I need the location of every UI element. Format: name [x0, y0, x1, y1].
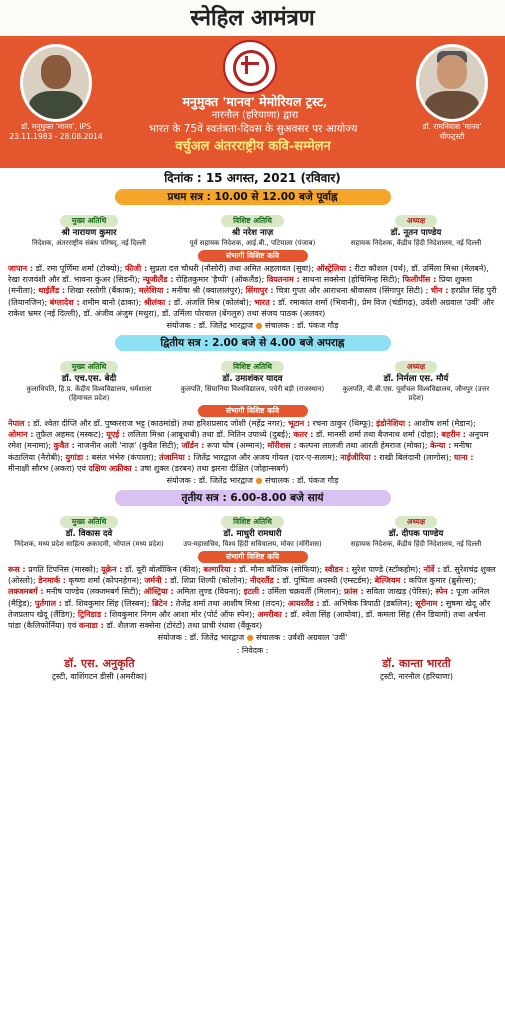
guest-desc: कुलपति, सिंघानिया विश्वविद्यालय, पचेरी बड़ी (राजस्थान) [180, 385, 325, 394]
guest-name: डॉ. निर्मला एस. मौर्य [383, 374, 449, 385]
country: नीदरलैंड : [250, 576, 280, 586]
country: जॉर्डन : [181, 441, 205, 451]
guest-name: श्री नरेश नाज़ [231, 228, 274, 238]
poet-names: उर्मिला चक्रवर्ती (मिलान); [265, 587, 345, 597]
country: दक्षिण अफ्रीका : [88, 463, 138, 473]
poet-names: डॉ. रमा पूर्णिमा शर्मा (टोक्यो); [33, 264, 125, 273]
role-label: अध्यक्ष [395, 516, 437, 528]
country: कतर : [293, 430, 314, 440]
anchor: संचालक : डॉ. पंकज गौड़ [265, 321, 339, 331]
guest-name: डॉ. उमाशंकर यादव [222, 374, 283, 385]
poet-names: तेजेंद्र शर्मा तथा आशीष मिश्रा (लंदन); [173, 598, 288, 608]
anchor: संचालक : डॉ. पंकज गौड़ [265, 476, 339, 486]
poet-names: डॉ. सुरेशचंद्र शुक्ल (ओस्लो); [8, 565, 496, 586]
country: बंग्लादेश : [49, 297, 80, 307]
president [341, 354, 491, 403]
special-guest [178, 208, 328, 248]
poet-names: शिवकुमार निगम और आशा मोर (पोर्ट ऑफ स्पेन); [107, 609, 258, 619]
photo-head [437, 55, 467, 89]
manumukt-photo [20, 44, 92, 122]
chief-guest [14, 509, 164, 549]
poet-names: अमिता लुण्ड (वियना); [173, 587, 244, 597]
poet-names: रीटा कौशल (पर्थ), डॉ. उर्मिला मिश्रा (मेलबर्न), रेखा राजवंशी और डॉ. भावना कुंअर (सिडनी); [8, 264, 489, 285]
right-photo-caption [400, 122, 504, 142]
poet-names: सुप्रता दत्त चौधरी (नौसोरी) तथा अमित अहलावत (सुवा); [147, 264, 317, 273]
separator-dot-icon: ● [255, 476, 263, 486]
inviter [52, 657, 147, 682]
country: भूटान : [287, 419, 311, 429]
country: बहरीन : [441, 430, 467, 440]
session-3-poets [0, 564, 505, 631]
country: वियतनाम : [266, 275, 300, 285]
logo-bar-icon [241, 62, 259, 65]
guest-desc: उप-महासचिव, विश्व हिंदी सचिवालय, मोका (मॉरीशस) [183, 540, 322, 549]
poet-names: डॉ. मौना कौशिक (सोफिया); [236, 565, 325, 575]
country: फीजी : [124, 264, 148, 273]
country: कनाडा : [78, 621, 104, 631]
poet-names: डॉ. मानसी शर्मा तथा बैजनाथ शर्मा (दोहा); [313, 430, 442, 440]
header-banner [0, 36, 505, 168]
country: फ्रांस : [344, 587, 364, 597]
poets-label: संभागी विशिष्ट कवि [198, 250, 308, 262]
role-label: मुख्य अतिथि [60, 516, 119, 528]
country: नाईजीरिया : [340, 452, 377, 462]
country: श्रीलंका : [143, 297, 172, 307]
country: बल्गारिया : [203, 565, 237, 575]
poet-names: डॉ. श्वेता सिंह (आयोवा), डॉ. कमला सिंह (सैन डियागो) तथा अर्चना पांडा (कैलिफोर्निया) एवं [8, 609, 486, 631]
poet-names: अनुपम रमेश (मनामा); [8, 430, 489, 451]
convener: संयोजक : डॉ. जितेंद्र भारद्वाज [157, 633, 245, 643]
inviter-name: डॉ. एस. अनुकृति [64, 657, 135, 671]
trust-logo [223, 40, 277, 94]
guest-desc: निदेशक, अंतरराष्ट्रीय संबंध परिषद्, नई दिल्ली [32, 239, 146, 247]
poet-names: नाजनीन अली 'नाज़' (कुवैत सिटी); [74, 441, 182, 451]
country: घाना : [454, 452, 474, 462]
session-3-title: तृतीय सत्र : 6.00-8.00 बजे सायं [115, 490, 391, 506]
guest-desc: निदेशक, मध्य प्रदेश साहित्य अकादमी, भोपाल (मध्य प्रदेश) [14, 540, 164, 549]
guest-desc: पूर्व सहायक निदेशक, आई.बी., पटियाला (पंजाब) [189, 239, 316, 247]
session-1-poets [0, 263, 505, 319]
poet-names: कपिल कुमार (ब्रुसेल्स); [406, 576, 477, 586]
poet-names: मनीषा श्री (क्वालालंपुर); [169, 286, 246, 296]
poet-names: रोहितकुमार 'हैप्पी' (ऑकलैंड); [173, 275, 267, 285]
event-name: वर्चुअल अंतरराष्ट्रीय कवि-सम्मेलन [175, 139, 331, 154]
country: यूएई : [106, 430, 126, 440]
guest-name: डॉ. माधुरी रामधारी [223, 529, 282, 540]
country: यूक्रेन : [101, 565, 123, 575]
country: थाईलैंड : [38, 286, 66, 296]
session-1-guests [0, 208, 505, 248]
poet-names: आशीष शर्मा (मेडान); [411, 419, 476, 429]
guest-name: डॉ. नूतन पाण्डेय [390, 228, 442, 238]
poet-names: रूपा घोष (अम्मान); [204, 441, 268, 451]
country: पुर्तगाल : [34, 598, 62, 608]
poet-names: डॉ. शिवकुमार सिंह (लिस्बन); [62, 598, 153, 608]
session-2-poets [0, 418, 505, 474]
poet-names: हरप्रीत सिंह पुरी (तियानजिन); [8, 286, 497, 307]
poet-names: शिखा रस्तोगी (बैंकाक); [65, 286, 139, 296]
special-guest [178, 354, 328, 403]
country: ऑस्ट्रिया : [143, 587, 174, 597]
country: बेल्जियम : [374, 576, 407, 586]
photo-body [29, 91, 83, 122]
country: इंडोनेशिया : [376, 419, 412, 429]
country: चीन : [430, 286, 449, 296]
poet-names: सविता जाखड़ (पेरिस); [363, 587, 436, 597]
poet-names: चित्रा गुप्ता और आराधना श्रीवास्तव (सिंगापुर सिटी) ; [273, 286, 431, 296]
page-title: स्नेहिल आमंत्रण [0, 0, 505, 36]
poet-names: डॉ. अंजलि मिश्र (कोलंबो); [171, 297, 255, 307]
right-caption-role: चीफट्रस्टी [439, 132, 465, 141]
poet-names: तुफ़ैल अहमद (मस्कट); [33, 430, 107, 440]
poet-names: सुरेश पाण्डे (स्टॉकहोम); [349, 565, 424, 575]
guest-name: श्री नारायण कुमार [61, 228, 117, 238]
poet-names: ललिता मिश्रा (आबूधाबी) तथा डॉ. नितिन उपाध्ये (दुबई); [125, 430, 294, 440]
country: जर्मनी : [144, 576, 168, 586]
country: मॉरीशस : [267, 441, 297, 451]
session-2-guests [0, 354, 505, 403]
left-caption-dates: 23.11.1983 - 28.08.2014 [9, 132, 103, 141]
convener: संयोजक : डॉ. जितेंद्र भारद्वाज [166, 321, 253, 331]
inviters [0, 657, 505, 682]
guest-name: डॉ. एच.एस. बेदी [61, 374, 117, 385]
convener: संयोजक : डॉ. जितेंद्र भारद्वाज [166, 476, 253, 486]
country: जापान : [8, 264, 34, 273]
country: लक्जमबर्ग : [8, 587, 44, 597]
poet-names: प्रिया शुक्ला (मनीला); [8, 275, 473, 296]
poet-names: उषा शुक्ल (डरबन) तथा झरना दीक्षित (जोहान्सबर्ग) [137, 463, 289, 473]
session-3-organizers [0, 631, 505, 645]
poet-names: प्रगति टिपनिस (मास्को); [25, 565, 102, 575]
role-label: विशिष्ट अतिथि [221, 361, 284, 373]
trust-place: नारनौल (हरियाणा) द्वारा [211, 110, 299, 121]
country: डेनमार्क : [38, 576, 66, 586]
poet-names: कल्पना लालजी तथा आरती हेमराज (मोका); [296, 441, 431, 451]
poet-names: डॉ. श्वेता दीप्ति और डॉ. पुष्करराज भट्ट (काठमांडो) तथा हरिशप्रसाद जोशी (महेंद्र नगर); [30, 419, 288, 429]
guest-desc: कुलपति, वी.बी.एस. पूर्वांचल विश्वविद्यालय, जौनपुर (उत्तर प्रदेश) [342, 385, 490, 403]
poet-names: मनीष पाण्डेय (लक्जमबर्ग सिटी); [43, 587, 144, 597]
country: अमरीका : [257, 609, 288, 619]
role-label: मुख्य अतिथि [60, 361, 119, 373]
logo-bar-vertical-icon [245, 56, 248, 74]
guest-desc: कुलाधिपति, हि.प्र. केंद्रीय विश्वविद्यालय, धर्मशाला (हिमाचल प्रदेश) [26, 385, 152, 403]
inviter-name: डॉ. कान्ता भारती [382, 657, 451, 671]
right-caption-name: डॉ. रामनिवास 'मानव' [422, 122, 482, 131]
country: कुवैत : [53, 441, 75, 451]
session-1-title: प्रथम सत्र : 10.00 से 12.00 बजे पूर्वाह्न [115, 189, 391, 205]
country: रूस : [8, 565, 26, 575]
country: ब्रिटेन : [152, 598, 174, 608]
photo-body [425, 91, 479, 122]
country: न्यूजीलैंड : [142, 275, 174, 285]
country: नेपाल : [8, 419, 31, 429]
inviter-label: : निवेदक : [236, 646, 269, 656]
ramniwas-photo [416, 44, 488, 122]
role-label: अध्यक्ष [395, 361, 437, 373]
poet-names: डॉ. अभिषेक त्रिपाठी (डबलिन); [319, 598, 416, 608]
country: भारत : [254, 297, 276, 307]
poet-names: राखी बिलंदानी (लागोस); [376, 452, 455, 462]
separator-dot-icon: ● [246, 633, 254, 643]
anchor: संचालक : उर्वशी अग्रवाल 'उर्वी' [256, 633, 348, 643]
country: स्पेन : [435, 587, 454, 597]
session-2-title: द्वितीय सत्र : 2.00 बजे से 4.00 बजे अपराह्न [115, 335, 391, 351]
chief-guest [14, 208, 164, 248]
country: ट्रिनिडाड : [77, 609, 108, 619]
session-3-guests [0, 509, 505, 549]
country: स्वीडन : [324, 565, 350, 575]
separator-dot-icon: ● [255, 321, 263, 331]
country: ओमान : [8, 430, 34, 440]
poet-names: सुषमा खेदू और तेजप्रताप खेदू (लैंडिग); [8, 598, 491, 619]
occasion-line: भारत के 75वें स्वतंत्रता-दिवस के सुअवसर पर आयोज्य [148, 123, 358, 135]
poet-names: साधना सक्सेना (होचिमिन्ह सिटी); [299, 275, 403, 285]
poets-label: संभागी विशिष्ट कवि [198, 405, 308, 417]
guest-name: डॉ. दीपक पाण्डेय [388, 529, 444, 540]
photo-head [41, 55, 71, 89]
role-label: अध्यक्ष [395, 215, 437, 227]
inviter [380, 657, 453, 682]
session-2-organizers [0, 474, 505, 488]
poet-names: डॉ. शैलजा सक्सेना (टोरंटो) तथा प्राची रंधावा (वैंकूवर) [103, 621, 263, 631]
country: युगांडा : [65, 452, 90, 462]
poet-names: कृष्णा शर्मा (कोपनहेगन); [66, 576, 145, 586]
left-caption-name: डॉ. मनुमुक्त 'मानव', IPS [21, 122, 91, 131]
country: इटली : [243, 587, 266, 597]
poet-names: पूजा अनिल (मैड्रिड); [8, 587, 490, 608]
country: सूरीनाम : [415, 598, 444, 608]
special-guest [178, 509, 328, 549]
country: सिंगापुर : [245, 286, 274, 296]
logo-ring-icon [233, 50, 269, 86]
poet-names: डॉ. पुष्पिता अवस्थी (एम्स्टर्डम); [279, 576, 375, 586]
country: केन्या : [430, 441, 452, 451]
inviter-desc: ट्रस्टी, वाशिंगटन डीसी (अमरीका) [52, 672, 147, 682]
role-label: विशिष्ट अतिथि [221, 215, 284, 227]
inviter-desc: ट्रस्टी, नारनौल (हरियाणा) [380, 672, 453, 682]
session-1-organizers [0, 319, 505, 333]
poet-names: बसंत भंभेरु (कंपाला); [89, 452, 160, 462]
country: मलेशिया : [138, 286, 170, 296]
poet-names: रचना ठाकुर (थिम्फू); [310, 419, 377, 429]
poet-names: मनीषा कंठालिया (नैरोबी); [8, 441, 472, 462]
poet-names: डॉ. रमाकांत शर्मा (भिवानी), प्रेम विज (चंडीगढ़), उर्वशी अग्रवाल 'उर्वी' और राकेश भ्रमर (नई दिल्ली), डॉ. अंजीव अंजुम (मथुरा), डॉ. उर्मिला पोरवाल (बेंगलुरु) तथा संजय पाठक (अलवर) [8, 297, 494, 318]
president [341, 208, 491, 248]
country: आयरलैंड : [287, 598, 320, 608]
role-label: विशिष्ट अतिथि [221, 516, 284, 528]
guest-desc: सहायक निदेशक, केंद्रीय हिंदी निदेशालय, नई दिल्ली [350, 540, 482, 549]
poet-names: डॉ. शिप्रा शिल्पी (कोलोन); [167, 576, 250, 586]
trust-name: मनुमुक्त 'मानव' मेमोरियल ट्रस्ट, [182, 94, 328, 109]
country: नॉर्वे : [423, 565, 441, 575]
poet-names: शमीम बानो (ढाका); [79, 297, 144, 307]
event-date: दिनांक : 15 अगस्त, 2021 (रविवार) [164, 171, 341, 185]
president [341, 509, 491, 549]
country: ऑस्ट्रेलिया : [316, 264, 352, 273]
poets-label: संभागी विशिष्ट कवि [198, 551, 308, 563]
guest-name: डॉ. विकास दवे [65, 529, 113, 540]
poet-names: जितेंद्र भारद्वाज और अजय गोयल (दार-ए-सलाम); [190, 452, 341, 462]
poet-names: डॉ. यूरी बोत्वींकिन (कीव); [122, 565, 204, 575]
country: फिलीपींस : [402, 275, 437, 285]
chief-guest [14, 354, 164, 403]
poet-names: मीनाक्षी सौरभ (अकरा) एवं [8, 463, 89, 473]
country: तंजानिया : [159, 452, 191, 462]
guest-desc: सहायक निदेशक, केंद्रीय हिंदी निदेशालय, नई दिल्ली [350, 239, 482, 247]
role-label: मुख्य अतिथि [60, 215, 119, 227]
